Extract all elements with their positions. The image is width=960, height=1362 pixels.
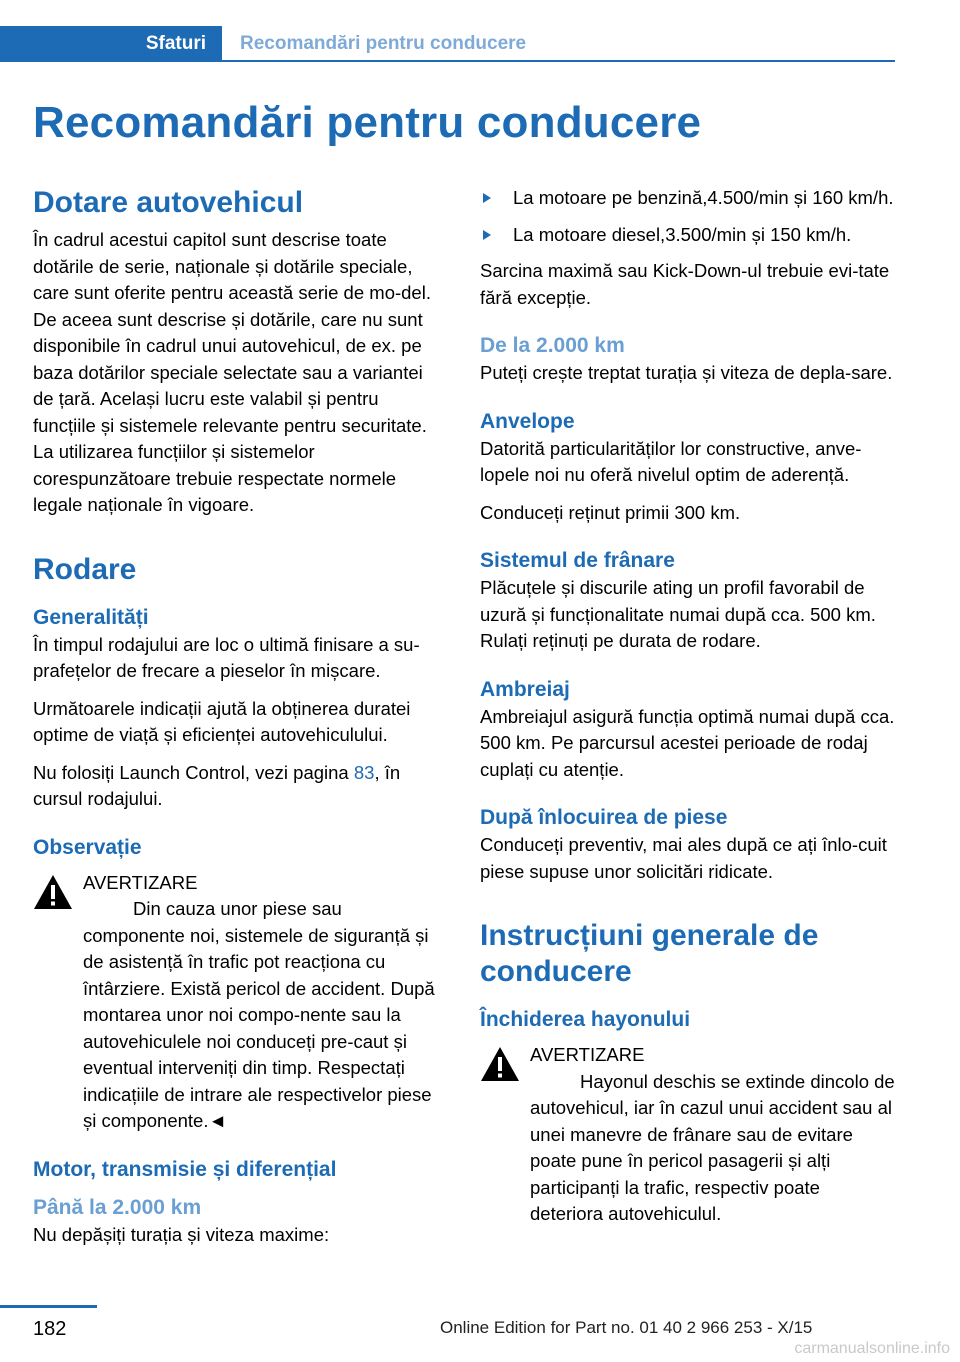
page-number: 182 bbox=[33, 1318, 67, 1340]
heading-sistemul-de-franare: Sistemul de frânare bbox=[480, 549, 675, 572]
heading-observatie: Observație bbox=[33, 835, 142, 859]
watermark: carmanualsonline.info bbox=[794, 1340, 950, 1357]
warning-triangle-icon bbox=[33, 874, 73, 910]
list-item: La motoare pe benzină,4.500/min și 160 km/h. bbox=[480, 185, 895, 212]
edition-note: Online Edition for Part no. 01 40 2 966 253 - X/15 bbox=[440, 1318, 813, 1337]
rodare-p3: Nu folosiți Launch Control, vezi pagina 83, în cursul rodajului. bbox=[33, 761, 401, 809]
section-tab[interactable]: Recomandări pentru conducere bbox=[240, 33, 527, 54]
sarcina-text: Sarcina maximă sau Kick-Down-ul trebuie evi-tate fără excepție. bbox=[480, 260, 890, 308]
heading-rodare: Rodare bbox=[33, 552, 137, 586]
warning-text: Din cauza unor piese sau componente noi, sistemele de siguranță și de asistență în trafic pot reacționa cu întârziere. Există pericol de accident. După montarea unor noi compo-nente sau la autovehiculele noi conduceți pre-caut și eventual interveniți din timp. Respectați indicațiile de intrare ale respectivelor piese și componente.◄ bbox=[83, 898, 435, 1131]
heading-inchiderea-hayonului: Închiderea hayonului bbox=[480, 1008, 691, 1031]
warning-box bbox=[480, 1042, 895, 1228]
rodare-p1: În timpul rodajului are loc o ultimă finisare a su-prafețelor de frecare a pieselor în mișcare. bbox=[33, 633, 420, 681]
header-bar bbox=[0, 26, 895, 62]
heading-dotare: Dotare autovehicul bbox=[33, 186, 304, 219]
heading-de-la-2000: De la 2.000 km bbox=[480, 334, 625, 357]
heading-instructiuni: Instrucțiuni generale de conducere bbox=[480, 919, 819, 988]
dotare-text: În cadrul acestui capitol sunt descrise toate dotările de serie, naționale și dotările speciale, care sunt oferite pentru această serie de mo-del. De aceea sunt descrise și dotările, care nu sunt disponibile în cadrul unui autovehicul, de ex. pe baza dotărilor speciale selectate sau a variantei de țară. Același lucru este valabil și pentru funcțiile și sistemele relevante pentru securitate. La utilizarea funcțiilor și sistemelor corespunzătoare trebuie respectate normele legale naționale în vigoare. bbox=[33, 229, 431, 515]
heading-pana-la-2000: Până la 2.000 km bbox=[33, 1195, 202, 1219]
heading-generalitati: Generalități bbox=[33, 605, 149, 629]
warning-triangle-icon bbox=[480, 1046, 520, 1082]
page-title: Recomandări pentru conducere bbox=[33, 98, 702, 147]
warning-box bbox=[33, 870, 445, 1135]
heading-anvelope: Anvelope bbox=[480, 409, 575, 433]
franare-text: Plăcuțele și discurile ating un profil favorabil de uzură și funcționalitate numai după cca. 500 km. Rulați reținuți pe durata de rodare. bbox=[480, 577, 876, 651]
warning-title: AVERTIZARE bbox=[83, 871, 198, 893]
chapter-tab[interactable]: Sfaturi bbox=[0, 26, 222, 62]
pana-text: Nu depășiți turația și viteza maxime: bbox=[33, 1223, 330, 1245]
dupa-text: Conduceți preventiv, mai ales după ce ați înlo-cuit piese supuse unor solicitări ridicate. bbox=[480, 834, 887, 882]
bullet-triangle-icon bbox=[483, 193, 491, 203]
warning-title: AVERTIZARE bbox=[530, 1044, 645, 1065]
ambreiaj-text: Ambreiajul asigură funcția optimă numai după cca. 500 km. Pe parcursul acestei perioade de rodaj cuplați cu atenție. bbox=[480, 705, 895, 780]
rodare-p2: Următoarele indicații ajută la obținerea duratei optime de viață și eficienței autovehiculului. bbox=[33, 697, 411, 745]
warning-text: Hayonul deschis se extinde dincolo de autovehicul, iar în cazul unui accident sau al unei manevre de frânare sau de evitare poate pune în pericol pasagerii și alți participanți la trafic, respectiv poate deteriora autovehiculul. bbox=[530, 1070, 895, 1224]
bullet-triangle-icon bbox=[483, 230, 491, 240]
heading-motor: Motor, transmisie și diferențial bbox=[33, 1157, 337, 1181]
list-item: La motoare diesel,3.500/min și 150 km/h. bbox=[480, 222, 895, 249]
header-rule bbox=[222, 60, 895, 62]
footer-rule bbox=[0, 1305, 97, 1308]
page-link-83[interactable]: 83 bbox=[353, 761, 375, 783]
dela-text: Puteți crește treptat turația și viteza de depla-sare. bbox=[480, 362, 893, 383]
heading-dupa-inlocuire: După înlocuirea de piese bbox=[480, 806, 728, 829]
anvelope-p2: Conduceți reținut primii 300 km. bbox=[480, 501, 741, 523]
right-column bbox=[480, 185, 895, 1239]
anvelope-p1: Datorită particularităților lor constructive, anve-lopele noi nu oferă nivelul optim de aderență. bbox=[480, 437, 862, 485]
left-column bbox=[33, 185, 445, 1259]
heading-ambreiaj: Ambreiaj bbox=[480, 677, 570, 701]
